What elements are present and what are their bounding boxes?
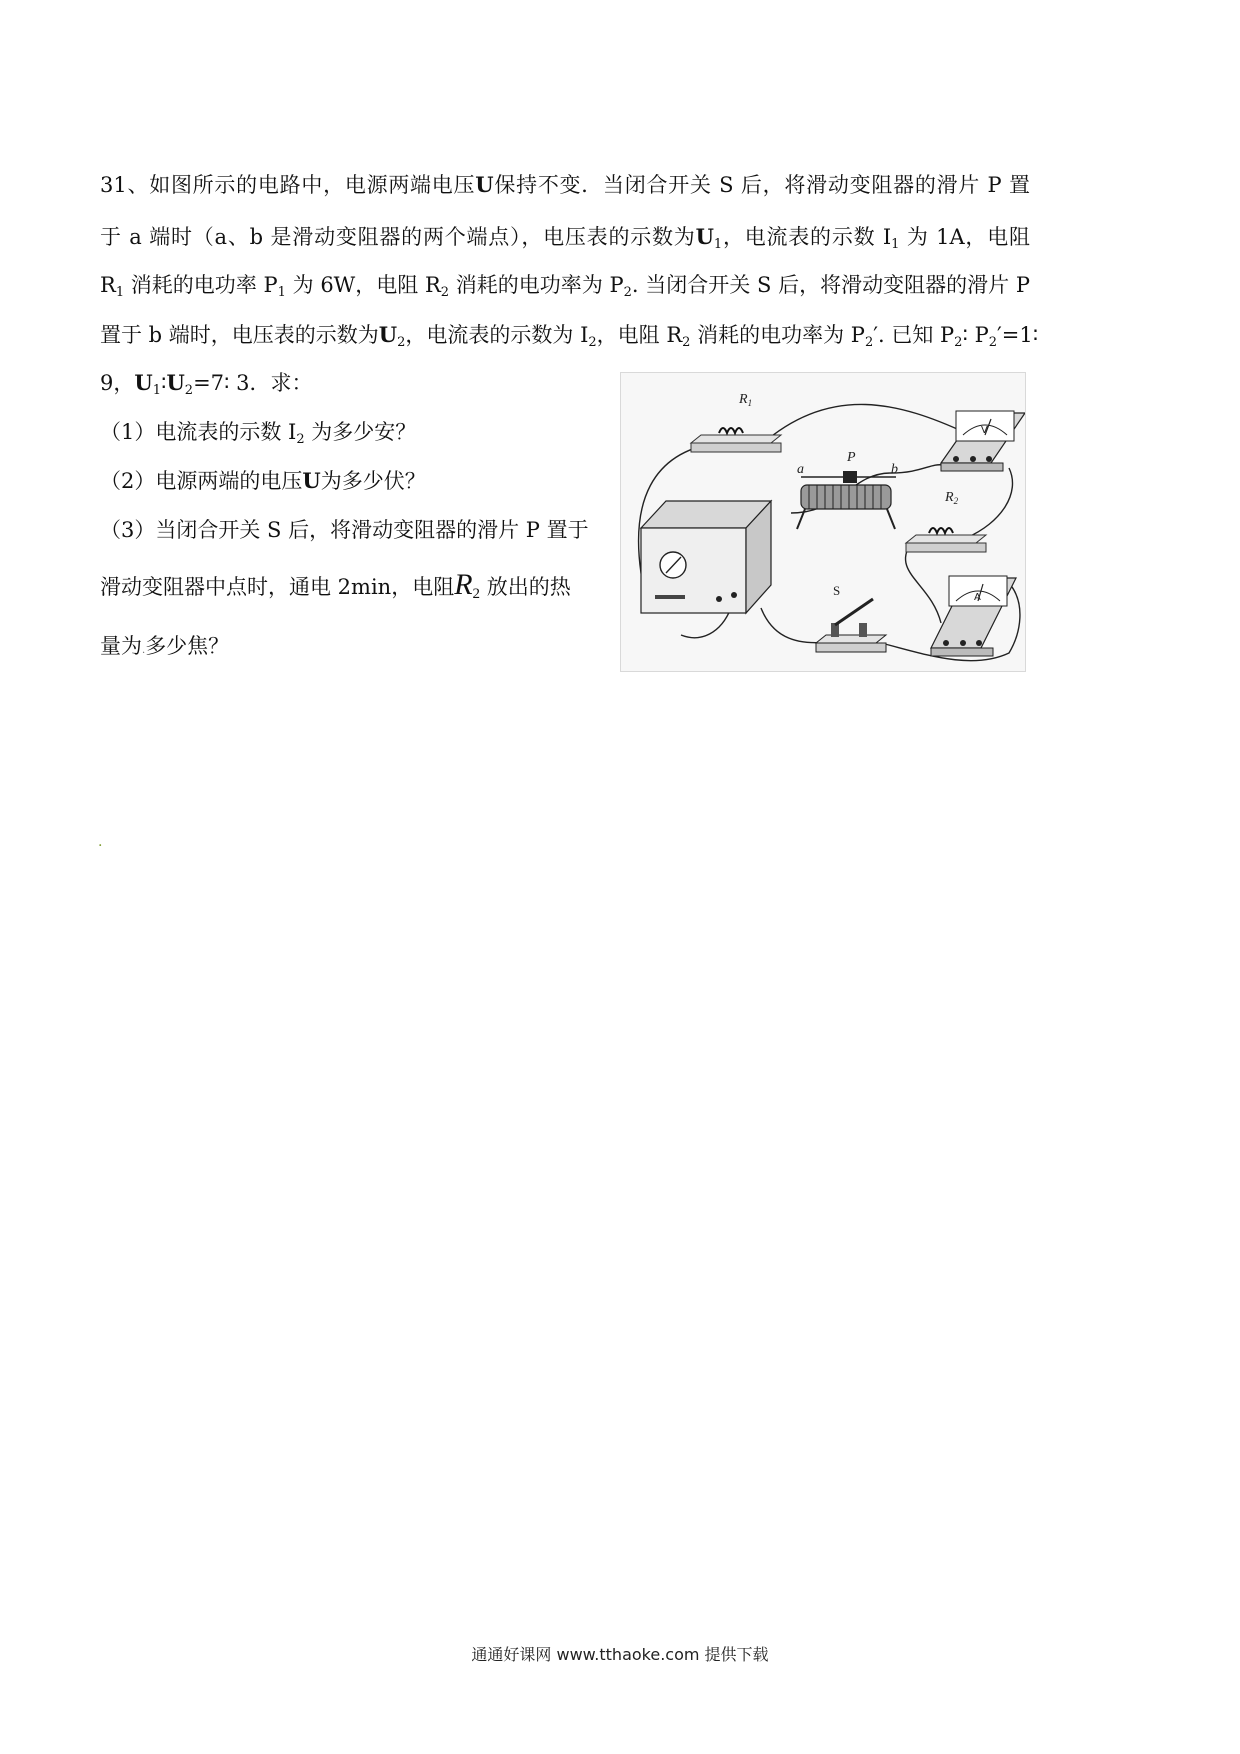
stray-mark: . [98,834,103,850]
resistor-r1 [691,392,781,452]
problem-number: 31、 [100,173,150,197]
question-2: （2）电源两端的电压U为多少伏？ [100,468,426,493]
problem-line-2: 于 a 端时（a、b 是滑动变阻器的两个端点），电压表的示数为$U_1$，电流表的示数 $I_1$ 为 1A，电阻 [100,224,1030,252]
r1-label: $R_1$ [739,392,753,408]
problem-line-4: 置于 b 端时，电压表的示数为$U_2$，电流表的示数为 $I_2$，电阻 $R_2$ 消耗的电功率为 $P_2'$. 已知 $P_2∶$ $P_2'=1∶$ [100,322,1039,350]
question-3-line-2: 滑动变阻器中点时，通电 2min，电阻$R_2$ 放出的热 [100,568,571,602]
ammeter-label: A [974,592,981,603]
resistor-r2 [906,490,986,552]
switch-s [816,583,886,652]
circuit-diagram [621,373,1025,671]
footer-source: 通通好课网 www.tthaoke.com 提供下载 [471,1645,769,1664]
question-3-line-3: 量为.多少焦？ [100,634,230,658]
voltmeter-label: V [981,425,988,436]
rheostat-a-label: a [797,462,804,477]
switch-label: S [833,583,841,598]
problem-line-3: $R_1$ 消耗的电功率 $P_1$ 为 6W，电阻 $R_2$ 消耗的电功率为 $P_2$. 当闭合开关 S 后，将滑动变阻器的滑片 P [100,273,1030,300]
power-supply [641,501,771,613]
problem-line-1: 31、如图所示的电路中，电源两端电压U保持不变．当闭合开关 S 后，将滑动变阻器的滑片 P 置 [100,172,1031,197]
rheostat [797,450,898,529]
r2-symbol: $R_2$ [454,568,481,602]
question-3-line-1: （3）当闭合开关 S 后，将滑动变阻器的滑片 P 置于 [100,518,589,542]
rheostat-b-label: b [891,462,898,477]
ammeter [931,576,1016,656]
r2-label: $R_2$ [945,490,959,506]
voltmeter [941,411,1025,471]
question-1: （1）电流表的示数 $I_2$ 为多少安？ [100,420,417,447]
circuit-figure [620,372,1026,672]
rheostat-p-label: P [847,450,856,465]
problem-line-5: 9，$U_1∶U_2=7∶$ 3．求： [100,370,313,398]
